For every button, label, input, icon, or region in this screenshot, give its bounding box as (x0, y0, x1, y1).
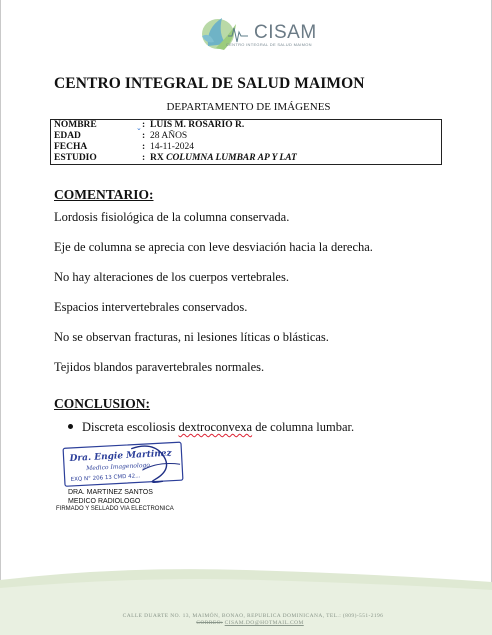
comentario-paragraph: Lordosis fisiológica de la columna conservada. (54, 210, 290, 224)
logo-name: CISAM (254, 22, 317, 43)
patient-value (150, 153, 297, 164)
comentario-paragraph: Eje de columna se aprecia con leve desviación hacia la derecha. (54, 240, 373, 254)
colon: : (142, 120, 146, 130)
doctor-title: MEDICO RADIOLOGO (68, 498, 141, 505)
comentario-paragraph: No hay alteraciones de los cuerpos vertebrales. (54, 270, 289, 284)
patient-label: ESTUDIO (54, 153, 97, 163)
patient-label: EDAD (54, 131, 81, 141)
footer-address: CALLE DUARTE NO. 13, MAIMÓN, BONAO, REPUBLICA DOMINICANA, TEL.: (809)-551-2196 (122, 613, 384, 619)
email-prefix: CORREO: (196, 620, 223, 626)
conclusion-bullet (68, 420, 354, 435)
logo-tagline: CENTRO INTEGRAL DE SALUD MAIMON (226, 42, 312, 47)
patient-info-box (50, 119, 442, 165)
conclusion-text-end: de columna lumbar. (252, 420, 355, 434)
signature-note: FIRMADO Y SELLADO VIA ELECTRONICA (56, 506, 174, 512)
patient-label: FECHA (54, 142, 88, 152)
patient-value: LUIS M. ROSARIO R. (150, 120, 245, 130)
spellcheck-flagged-word: dextroconvexa (178, 420, 253, 434)
bullet-icon (68, 424, 73, 429)
colon: : (142, 153, 146, 163)
doctor-name: DRA. MARTINEZ SANTOS (68, 489, 153, 496)
colon: : (142, 142, 146, 152)
signature-block (68, 488, 153, 506)
study-prefix: RX (150, 153, 164, 163)
department-title: DEPARTAMENTO DE IMÁGENES (166, 101, 331, 113)
email-link[interactable]: CISAM.DO@HOTMAIL.COM (224, 620, 304, 626)
stamp-line-1: Dra. Engie Martinez (69, 448, 172, 464)
autocorrect-marker-icon: ⌄ (136, 124, 142, 132)
patient-value: 28 AÑOS (150, 131, 188, 141)
conclusion-text-start: Discreta escoliosis (82, 420, 179, 434)
patient-value: 14-11-2024 (150, 142, 194, 152)
institution-title: CENTRO INTEGRAL DE SALUD MAIMON (54, 75, 365, 92)
colon: : (142, 131, 146, 141)
comentario-heading: COMENTARIO: (54, 187, 154, 202)
patient-label: NOMBRE (54, 120, 97, 130)
doctor-stamp-signature (62, 441, 192, 487)
conclusion-heading: CONCLUSION: (54, 396, 151, 411)
study-name: COLUMNA LUMBAR AP Y LAT (166, 153, 297, 163)
stamp-line-3: EXQ N° 206 13 CMD 42... (70, 473, 141, 483)
comentario-paragraph: Tejidos blandos paravertebrales normales. (54, 360, 265, 374)
comentario-paragraph: No se observan fracturas, ni lesiones líticas o blásticas. (54, 330, 329, 344)
page-edge-left (0, 0, 1, 635)
comentario-paragraph: Espacios intervertebrales conservados. (54, 300, 248, 314)
stamp-line-2: Medico Imagenologo (86, 461, 151, 473)
footer-email-line (0, 620, 492, 626)
